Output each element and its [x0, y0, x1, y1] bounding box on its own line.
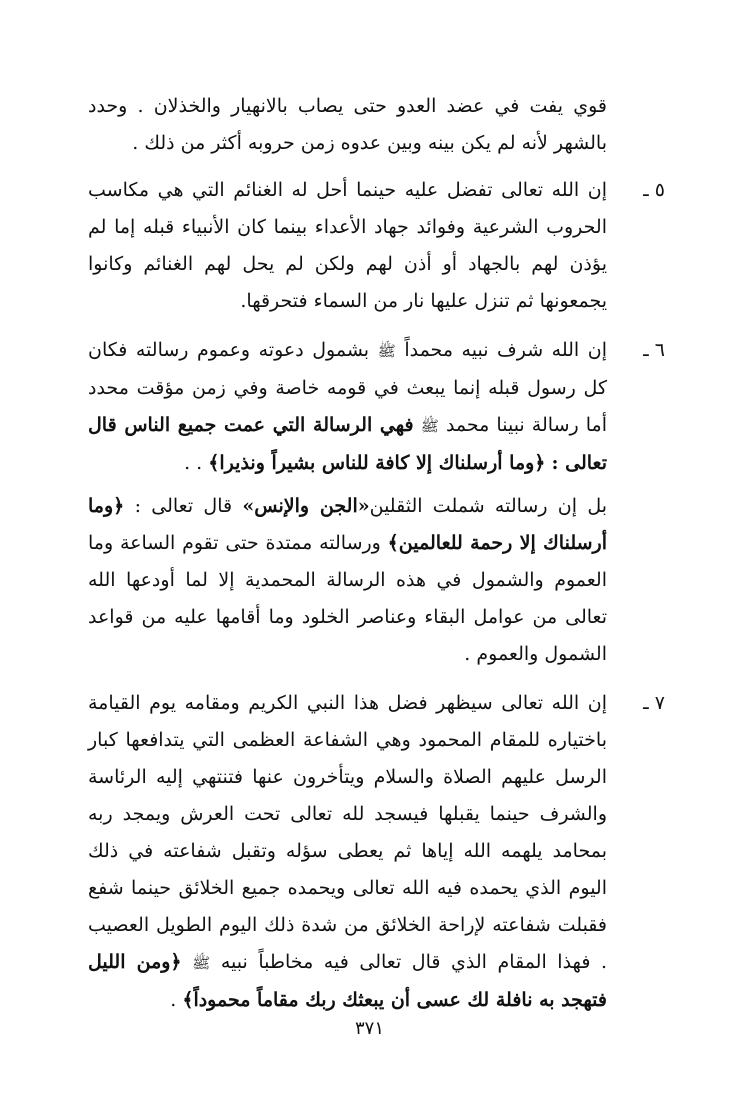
list-item-7	[88, 685, 665, 1019]
item-6-text-4: . .	[184, 452, 203, 474]
list-item-6	[88, 332, 665, 673]
item-6-p2-text-1: بل إن رسالته شملت الثقلين	[369, 495, 607, 517]
item-7-text-2: .	[170, 989, 177, 1011]
item-6-text-2: بشمول دعوته وعموم رسالته فكان كل رسول قبله إنما يبعث في قومه خاصة وفي زمن مؤقت محدد أما رسالة نبينا محمد	[88, 339, 608, 436]
item-6-number: ٦ ـ	[643, 339, 665, 361]
quran-verse-3: ﴿ومن الليل فتهجد به نافلة لك عسى أن يبعثك ربك مقاماً محموداً﴾	[88, 951, 607, 1011]
page-number: ٣٧١	[354, 1018, 384, 1039]
salawat-symbol: ﷺ	[420, 417, 439, 435]
item-5-text: إن الله تعالى تفضل عليه حينما أحل له الغنائم التي هي مكاسب الحروب الشرعية وفوائد جهاد الأعداء بينما كان الأنبياء قبله إما لم يؤذن لهم بالجهاد أو أذن لهم ولكن لم يحل لهم الغنائم وكانوا يجمعونها ثم تنزل عليها نار من السماء فتحرقها.	[88, 179, 607, 312]
intro-text: قوي يفت في عضد العدو حتى يصاب بالانهيار والخذلان . وحدد بالشهر لأنه لم يكن بينه وبين عدوه زمن حروبه أكثر من ذلك .	[88, 95, 607, 154]
item-7-number: ٧ ـ	[643, 692, 665, 714]
item-6-p2-text-3: ورسالته ممتدة حتى تقوم الساعة وما العموم والشمول في هذه الرسالة المحمدية إلا لما أودعها الله تعالى من عوامل البقاء وعناصر الخلود وما أقامها عليه من قواعد الشمول والعموم .	[88, 532, 607, 665]
item-6-p2-bold-1: «الجن والإنس»	[242, 495, 370, 517]
quran-verse-2: ﴿وما أرسلناك إلا رحمة للعالمين﴾	[88, 495, 607, 554]
item-5-number: ٥ ـ	[643, 179, 665, 201]
salawat-symbol: ﷺ	[377, 342, 396, 360]
list-item-5	[88, 172, 665, 320]
item-6-paragraph-1	[88, 332, 607, 482]
quran-verse-1: ﴿وما أرسلناك إلا كافة للناس بشيراً ونذيرا﴾	[208, 452, 546, 474]
item-6-p2-text-2: قال تعالى :	[134, 495, 233, 517]
item-6-paragraph-2	[88, 488, 607, 673]
item-6-text-3: فهي الرسالة التي عمت جميع الناس قال تعالى :	[88, 414, 607, 474]
intro-paragraph	[88, 88, 651, 162]
item-6-text-1: إن الله شرف نبيه محمداً	[404, 339, 607, 361]
item-7-text-1: إن الله تعالى سيظهر فضل هذا النبي الكريم ومقامه يوم القيامة باختياره للمقام المحمود وهي الشفاعة العظمى التي يتدافعها كبار الرسل عليهم الصلاة والسلام ويتأخرون عنها فتنتهي إليه الرئاسة والشرف حينما يقبلها فيسجد لله تعالى تحت العرش ويمجد ربه بمحامد يلهمه الله إياها ثم يعطى سؤله وتقبل شفاعته في ذلك اليوم الذي يحمده فيه الله تعالى ويحمده جميع الخلائق حينما شفع فقبلت شفاعته لإراحة الخلائق من شدة ذلك اليوم الطويل العصيب . فهذا المقام الذي قال تعالى فيه مخاطباً نبيه	[88, 692, 608, 973]
salawat-symbol: ﷺ	[192, 954, 211, 972]
item-5-paragraph	[88, 172, 607, 320]
item-7-paragraph	[88, 685, 607, 1019]
